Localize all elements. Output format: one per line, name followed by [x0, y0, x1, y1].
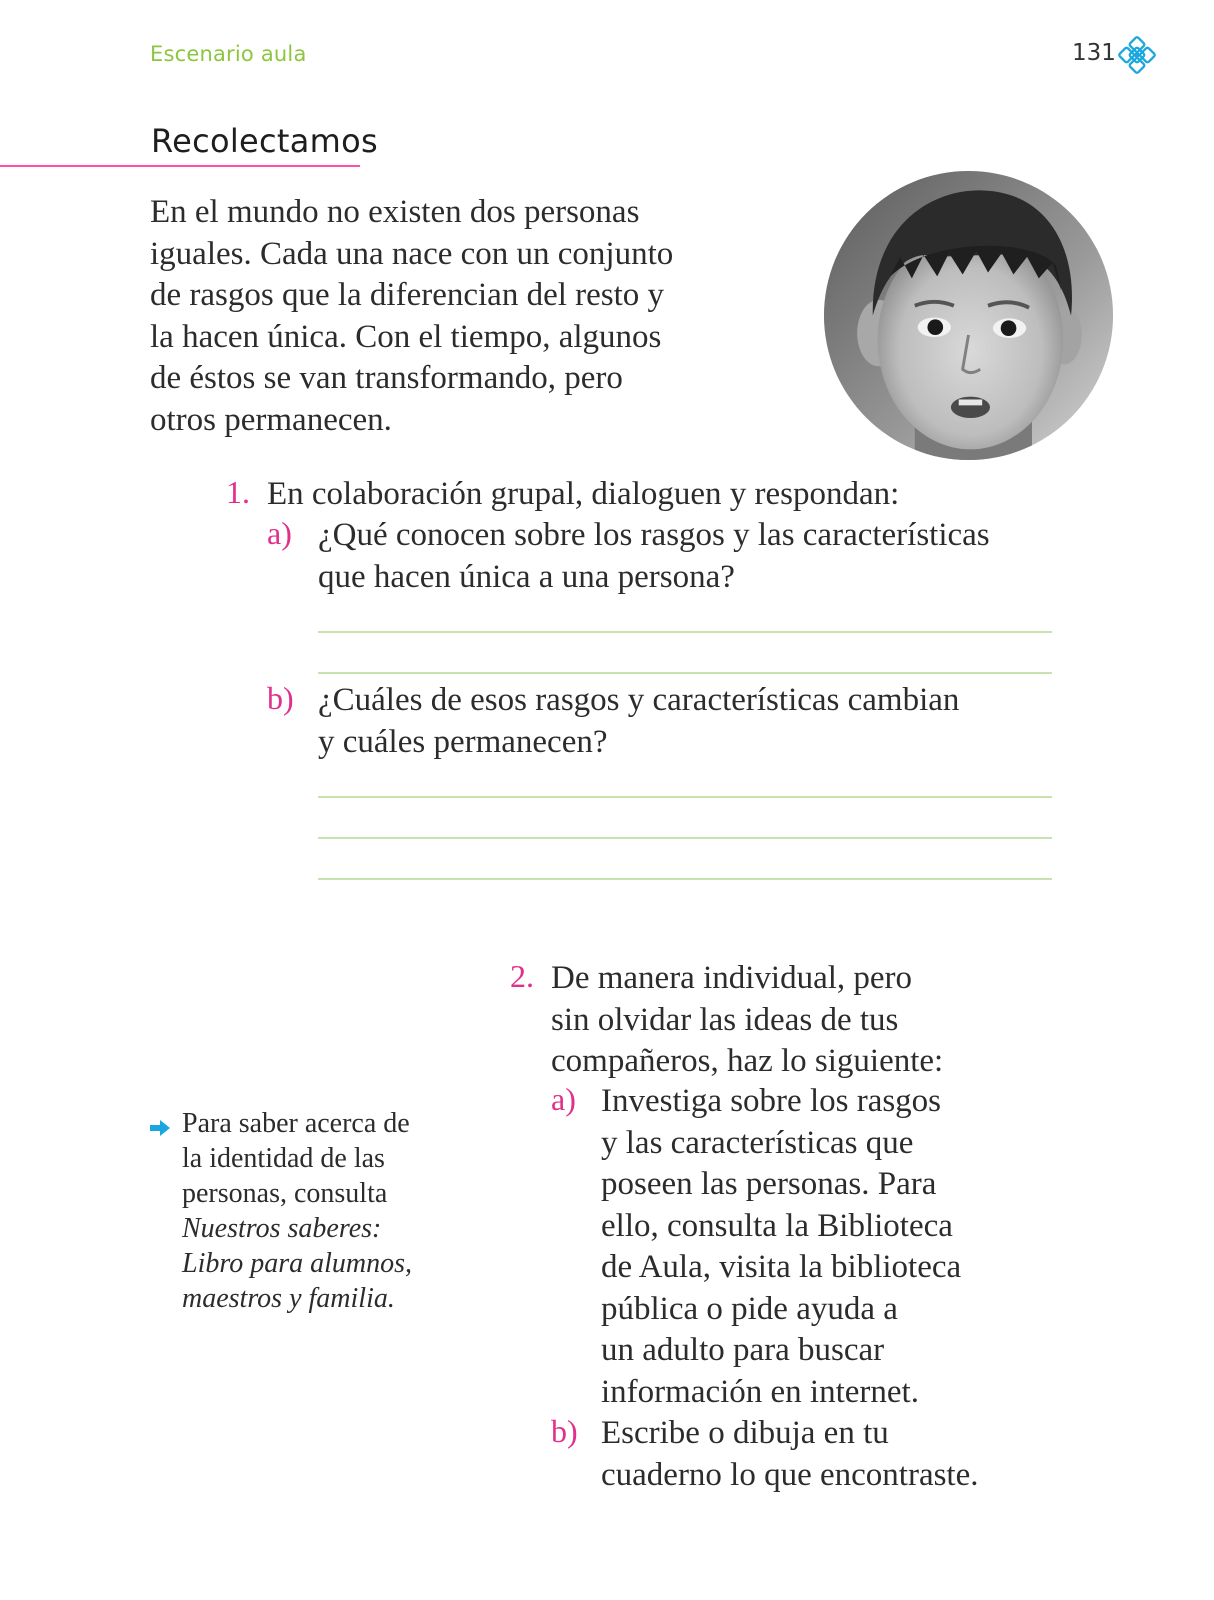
activity-2-number: 2. [510, 958, 534, 994]
activity-2b-label: b) [551, 1413, 578, 1449]
answer-line-1b-1[interactable] [318, 796, 1052, 798]
decorative-knot-icon [1118, 36, 1156, 74]
activity-2-prompt: De manera individual, pero sin olvidar las ideas de tus compañeros, haz lo siguiente: [551, 960, 944, 1079]
running-head: Escenario aula [150, 42, 307, 66]
side-note-book-title: Nuestros saberes: Libro para alumnos, maestros y familia. [182, 1213, 413, 1314]
activity-1-prompt: En colaboración grupal, dialoguen y respondan: [267, 476, 900, 512]
page-number: 131 [1072, 40, 1116, 66]
activity-1b-question: ¿Cuáles de esos rasgos y características cambian y cuáles permanecen? [318, 682, 960, 760]
activity-2b-text: Escribe o dibuja en tu cuaderno lo que encontraste. [601, 1415, 979, 1493]
section-title: Recolectamos [151, 122, 379, 160]
side-note-text: Para saber acerca de la identidad de las personas, consulta [182, 1108, 410, 1209]
activity-1a-label: a) [267, 515, 292, 551]
child-portrait-photo [822, 169, 1115, 462]
arrow-right-icon [150, 1120, 170, 1136]
intro-paragraph: En el mundo no existen dos personas iguales. Cada una nace con un conjunto de rasgos que la diferencian del resto y la hacen única. Con el tiempo, algunos de éstos se van transformando, pero otros permanecen. [150, 194, 674, 438]
title-underline [0, 165, 360, 167]
answer-line-1a-1[interactable] [318, 631, 1052, 633]
activity-1-number: 1. [226, 474, 250, 510]
activity-1a-question: ¿Qué conocen sobre los rasgos y las características que hacen única a una persona? [318, 517, 990, 595]
answer-line-1a-2[interactable] [318, 672, 1052, 674]
activity-2a-label: a) [551, 1081, 576, 1117]
answer-line-1b-2[interactable] [318, 837, 1052, 839]
activity-1b-label: b) [267, 680, 294, 716]
answer-line-1b-3[interactable] [318, 878, 1052, 880]
activity-2a-text: Investiga sobre los rasgos y las características que poseen las personas. Para ello, consulta la Biblioteca de Aula, visita la biblioteca pública o pide ayuda a un adulto para buscar información en internet. [601, 1083, 962, 1410]
